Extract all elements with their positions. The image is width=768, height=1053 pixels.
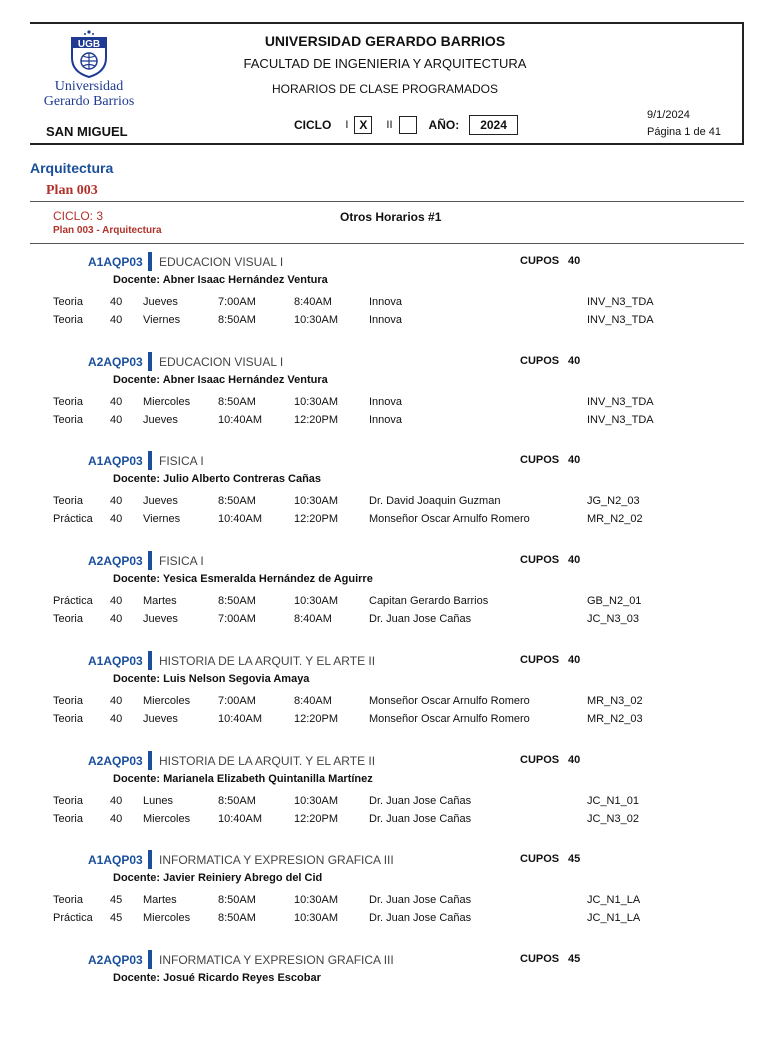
ciclo-i-checkbox: X [354, 116, 372, 134]
session-type: Teoria [53, 414, 83, 426]
weekday: Jueves [143, 296, 178, 308]
ciclo-selector [294, 115, 518, 135]
end-time: 10:30AM [294, 495, 339, 507]
course-name: FISICA I [159, 454, 204, 468]
course-name: EDUCACION VISUAL I [159, 255, 284, 269]
classroom: MR_N2_02 [587, 513, 643, 525]
weekday: Viernes [143, 314, 181, 326]
course-name: INFORMATICA Y EXPRESION GRAFICA III [159, 853, 394, 867]
end-time: 8:40AM [294, 613, 332, 625]
cupos-value: 40 [568, 754, 581, 766]
session-type: Práctica [53, 595, 93, 607]
weekday: Miercoles [143, 695, 191, 707]
schedule-row [0, 513, 768, 529]
end-time: 12:20PM [294, 513, 339, 525]
cupos-label: CUPOS [520, 255, 560, 267]
classroom: JC_N1_LA [587, 912, 641, 924]
schedule-row [0, 296, 768, 312]
docente-name: Docente: Yesica Esmeralda Hernández de Aguirre [113, 573, 373, 585]
classroom: INV_N3_TDA [587, 396, 654, 408]
course-accent-bar [148, 352, 152, 371]
cupos-value: 40 [568, 654, 581, 666]
plan-title: Plan 003 [46, 183, 98, 198]
course-block [0, 355, 768, 455]
ciclo-ii-checkbox [399, 116, 417, 134]
weekday: Jueves [143, 495, 178, 507]
course-accent-bar [148, 850, 152, 869]
session-type: Teoria [53, 795, 83, 807]
course-name: FISICA I [159, 554, 204, 568]
weekday: Jueves [143, 713, 178, 725]
building: Dr. Juan Jose Cañas [369, 813, 472, 825]
career-title: Arquitectura [30, 160, 114, 176]
docente-name: Docente: Josué Ricardo Reyes Escobar [113, 972, 321, 984]
building: Dr. Juan Jose Cañas [369, 795, 472, 807]
docente-name: Docente: Julio Alberto Contreras Cañas [113, 473, 322, 485]
weekday: Lunes [143, 795, 173, 807]
classroom: INV_N3_TDA [587, 314, 654, 326]
capacity: 40 [110, 314, 123, 326]
year-label: AÑO: [428, 118, 460, 132]
capacity: 40 [110, 613, 123, 625]
start-time: 8:50AM [218, 396, 256, 408]
docente-name: Docente: Javier Reiniery Abrego del Cid [113, 872, 323, 884]
session-type: Práctica [53, 513, 93, 525]
start-time: 10:40AM [218, 414, 263, 426]
cupos-label: CUPOS [520, 754, 560, 766]
cupos-value: 40 [568, 355, 581, 367]
cupos-value: 45 [568, 853, 581, 865]
building: Capitan Gerardo Barrios [369, 595, 489, 607]
end-time: 8:40AM [294, 695, 332, 707]
building: Innova [369, 296, 403, 308]
cupos-label: CUPOS [520, 953, 560, 965]
classroom: JC_N1_LA [587, 894, 641, 906]
start-time: 8:50AM [218, 495, 256, 507]
page-number: Página 1 de 41 [647, 126, 722, 138]
schedule-row [0, 613, 768, 629]
cupos-label: CUPOS [520, 853, 560, 865]
plan-subtitle: Plan 003 - Arquitectura [53, 225, 162, 236]
docente-name: Docente: Luis Nelson Segovia Amaya [113, 673, 310, 685]
end-time: 10:30AM [294, 795, 339, 807]
schedule-row [0, 813, 768, 829]
capacity: 40 [110, 414, 123, 426]
session-type: Práctica [53, 912, 93, 924]
classroom: JG_N2_03 [587, 495, 640, 507]
schedule-row [0, 695, 768, 711]
start-time: 8:50AM [218, 314, 256, 326]
course-code: A2AQP03 [88, 554, 143, 568]
end-time: 12:20PM [294, 713, 339, 725]
building: Monseñor Oscar Arnulfo Romero [369, 713, 530, 725]
cupos-label: CUPOS [520, 554, 560, 566]
course-block [0, 654, 768, 754]
start-time: 8:50AM [218, 795, 256, 807]
faculty-title: FACULTAD DE INGENIERIA Y ARQUITECTURA [243, 56, 527, 71]
end-time: 12:20PM [294, 414, 339, 426]
logo-acronym: UGB [77, 39, 101, 50]
capacity: 45 [110, 894, 123, 906]
print-date: 9/1/2024 [647, 109, 690, 121]
end-time: 10:30AM [294, 912, 339, 924]
session-type: Teoria [53, 613, 83, 625]
classroom: INV_N3_TDA [587, 296, 654, 308]
building: Monseñor Oscar Arnulfo Romero [369, 695, 530, 707]
building: Innova [369, 314, 403, 326]
capacity: 40 [110, 495, 123, 507]
weekday: Miercoles [143, 912, 191, 924]
schedule-row [0, 795, 768, 811]
course-block [0, 853, 768, 953]
building: Dr. Juan Jose Cañas [369, 613, 472, 625]
session-type: Teoria [53, 495, 83, 507]
ciclo-number: CICLO: 3 [53, 209, 104, 223]
docente-name: Docente: Abner Isaac Hernández Ventura [113, 274, 328, 286]
capacity: 40 [110, 396, 123, 408]
end-time: 10:30AM [294, 894, 339, 906]
classroom: JC_N1_01 [587, 795, 639, 807]
cupos-value: 45 [568, 953, 581, 965]
end-time: 10:30AM [294, 314, 339, 326]
weekday: Miercoles [143, 396, 191, 408]
capacity: 40 [110, 713, 123, 725]
capacity: 40 [110, 813, 123, 825]
capacity: 40 [110, 595, 123, 607]
weekday: Jueves [143, 613, 178, 625]
end-time: 12:20PM [294, 813, 339, 825]
schedule-row [0, 595, 768, 611]
building: Innova [369, 396, 403, 408]
docente-name: Docente: Abner Isaac Hernández Ventura [113, 374, 328, 386]
weekday: Miercoles [143, 813, 191, 825]
capacity: 40 [110, 296, 123, 308]
start-time: 7:00AM [218, 613, 256, 625]
ciclo-i-label: I [345, 119, 349, 131]
building: Monseñor Oscar Arnulfo Romero [369, 513, 530, 525]
ciclo-ii-label: II [386, 119, 393, 131]
cupos-value: 40 [568, 255, 581, 267]
weekday: Martes [143, 595, 177, 607]
course-block [0, 554, 768, 654]
schedule-row [0, 414, 768, 430]
course-accent-bar [148, 751, 152, 770]
building: Innova [369, 414, 403, 426]
session-type: Teoria [53, 894, 83, 906]
weekday: Martes [143, 894, 177, 906]
session-type: Teoria [53, 713, 83, 725]
campus-name: SAN MIGUEL [46, 124, 128, 139]
schedule-title: HORARIOS DE CLASE PROGRAMADOS [271, 82, 499, 96]
course-name: EDUCACION VISUAL I [159, 355, 284, 369]
schedule-row [0, 912, 768, 928]
building: Dr. David Joaquin Guzman [369, 495, 501, 507]
weekday: Viernes [143, 513, 181, 525]
course-block [0, 754, 768, 854]
classroom: JC_N3_02 [587, 813, 639, 825]
session-type: Teoria [53, 296, 83, 308]
session-type: Teoria [53, 396, 83, 408]
schedule-row [0, 713, 768, 729]
schedule-row [0, 396, 768, 412]
course-accent-bar [148, 252, 152, 271]
capacity: 40 [110, 795, 123, 807]
schedule-row [0, 894, 768, 910]
cupos-label: CUPOS [520, 454, 560, 466]
cupos-value: 40 [568, 454, 581, 466]
course-block [0, 255, 768, 355]
divider [30, 201, 744, 202]
course-accent-bar [148, 551, 152, 570]
start-time: 8:50AM [218, 595, 256, 607]
course-block [0, 454, 768, 554]
end-time: 10:30AM [294, 595, 339, 607]
course-code: A2AQP03 [88, 355, 143, 369]
university-title: UNIVERSIDAD GERARDO BARRIOS [264, 33, 506, 49]
building: Dr. Juan Jose Cañas [369, 894, 472, 906]
cupos-label: CUPOS [520, 654, 560, 666]
schedule-row [0, 314, 768, 330]
docente-name: Docente: Marianela Elizabeth Quintanilla Martínez [113, 773, 373, 785]
start-time: 10:40AM [218, 513, 263, 525]
session-type: Teoria [53, 314, 83, 326]
capacity: 40 [110, 513, 123, 525]
course-code: A1AQP03 [88, 853, 143, 867]
cupos-value: 40 [568, 554, 581, 566]
start-time: 8:50AM [218, 912, 256, 924]
year-value: 2024 [469, 115, 518, 135]
course-block [0, 953, 768, 1053]
course-code: A1AQP03 [88, 654, 143, 668]
course-accent-bar [148, 651, 152, 670]
logo-name-line1: Universidad [54, 79, 124, 94]
classroom: INV_N3_TDA [587, 414, 654, 426]
weekday: Jueves [143, 414, 178, 426]
building: Dr. Juan Jose Cañas [369, 912, 472, 924]
group-title: Otros Horarios #1 [340, 210, 442, 224]
crest-icon [66, 28, 112, 78]
cupos-label: CUPOS [520, 355, 560, 367]
capacity: 40 [110, 695, 123, 707]
university-logo [34, 28, 144, 118]
course-name: HISTORIA DE LA ARQUIT. Y EL ARTE II [159, 654, 376, 668]
course-code: A2AQP03 [88, 953, 143, 967]
session-type: Teoria [53, 813, 83, 825]
course-name: INFORMATICA Y EXPRESION GRAFICA III [159, 953, 394, 967]
end-time: 10:30AM [294, 396, 339, 408]
start-time: 10:40AM [218, 713, 263, 725]
start-time: 8:50AM [218, 894, 256, 906]
start-time: 7:00AM [218, 296, 256, 308]
capacity: 45 [110, 912, 123, 924]
start-time: 10:40AM [218, 813, 263, 825]
divider [30, 243, 744, 244]
logo-name-line2: Gerardo Barrios [43, 94, 135, 109]
session-type: Teoria [53, 695, 83, 707]
classroom: JC_N3_03 [587, 613, 639, 625]
start-time: 7:00AM [218, 695, 256, 707]
course-code: A1AQP03 [88, 255, 143, 269]
course-code: A1AQP03 [88, 454, 143, 468]
classroom: GB_N2_01 [587, 595, 642, 607]
course-accent-bar [148, 451, 152, 470]
classroom: MR_N3_02 [587, 695, 643, 707]
course-accent-bar [148, 950, 152, 969]
schedule-row [0, 495, 768, 511]
ciclo-label: CICLO [294, 118, 332, 132]
end-time: 8:40AM [294, 296, 332, 308]
classroom: MR_N2_03 [587, 713, 643, 725]
course-name: HISTORIA DE LA ARQUIT. Y EL ARTE II [159, 754, 376, 768]
course-code: A2AQP03 [88, 754, 143, 768]
